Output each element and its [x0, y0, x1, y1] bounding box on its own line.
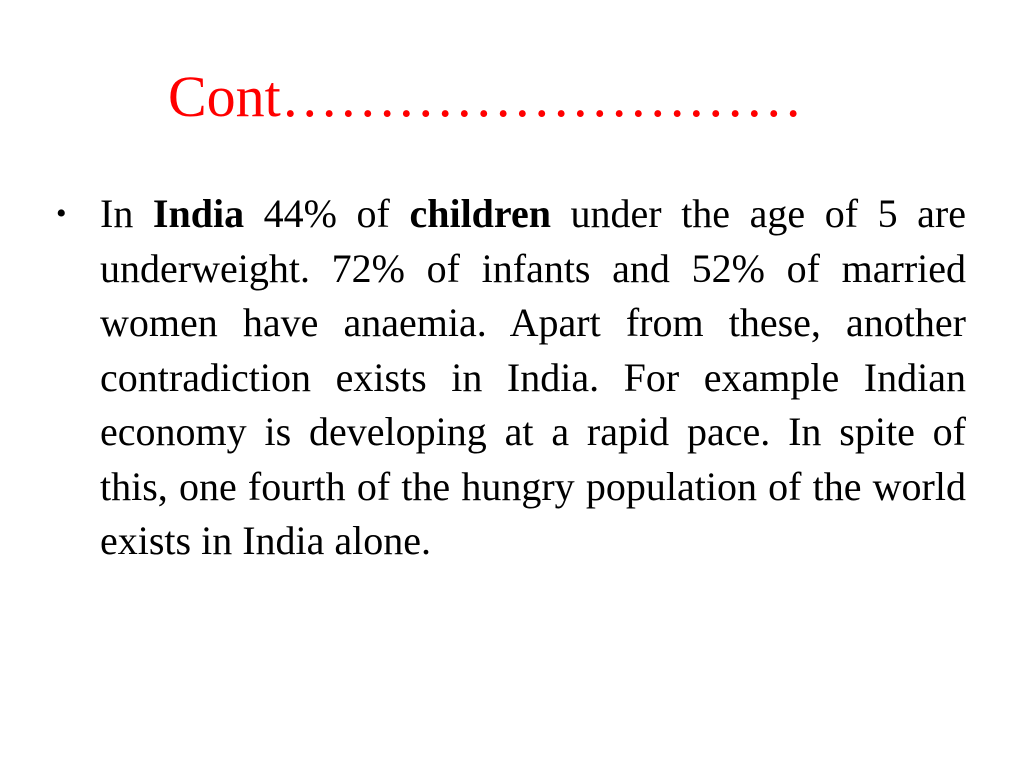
bullet-icon: • — [56, 197, 67, 230]
emphasis-india: India — [152, 191, 245, 236]
bullet-item — [56, 187, 966, 569]
bullet-list — [56, 187, 966, 569]
text-segment: under the age of 5 are underweight. 72% of infants and 52% of married women have anaemia. Apart from these, another contradiction exists in India. For example Indian economy is developing at a rapid pace. In spite of this, one fourth of the hungry population of the world exists in India alone. — [100, 191, 967, 563]
text-segment: In — [100, 191, 153, 236]
slide-title: Cont……………………… — [168, 64, 803, 129]
emphasis-children: children — [409, 191, 551, 236]
bullet-text — [100, 191, 966, 563]
text-segment: 44% of — [244, 191, 410, 236]
